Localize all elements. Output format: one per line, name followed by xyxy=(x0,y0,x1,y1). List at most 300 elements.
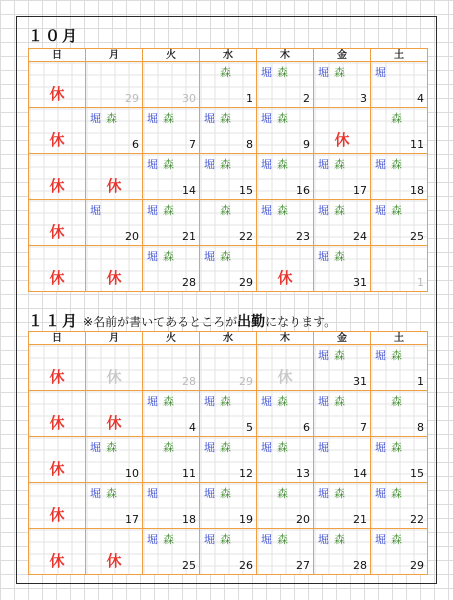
day-number: 28 xyxy=(182,375,196,388)
october-weekday-header-row xyxy=(29,49,428,62)
holiday-mark: 休 xyxy=(49,414,65,432)
staff-hori: 堀 xyxy=(375,349,386,362)
day-cell xyxy=(371,62,428,108)
day-cell-content xyxy=(200,200,256,245)
day-cell xyxy=(86,62,143,108)
day-cell xyxy=(143,200,200,246)
day-cell xyxy=(371,529,428,575)
day-cell-content xyxy=(86,529,142,574)
staff-names xyxy=(147,250,174,264)
weekday-header-4: 木 xyxy=(257,332,314,345)
day-cell xyxy=(29,62,86,108)
day-cell xyxy=(200,437,257,483)
staff-names xyxy=(375,158,402,172)
day-number: 31 xyxy=(353,375,367,388)
november-title xyxy=(28,311,336,331)
day-cell-content xyxy=(29,345,85,390)
staff-mori: 森 xyxy=(277,487,288,500)
staff-mori: 森 xyxy=(334,66,345,79)
day-cell xyxy=(314,154,371,200)
day-cell-content xyxy=(371,529,427,574)
staff-mori: 森 xyxy=(334,250,345,263)
day-cell xyxy=(86,529,143,575)
staff-hori: 堀 xyxy=(147,395,158,408)
day-cell xyxy=(29,154,86,200)
day-cell-content xyxy=(257,154,313,199)
day-cell xyxy=(200,391,257,437)
day-cell-content xyxy=(86,483,142,528)
staff-hori: 堀 xyxy=(204,487,215,500)
weekday-header-6: 土 xyxy=(371,49,428,62)
staff-spacer xyxy=(375,395,386,409)
staff-hori: 堀 xyxy=(261,441,272,454)
october-title xyxy=(28,26,79,46)
day-number: 31 xyxy=(353,276,367,289)
staff-spacer xyxy=(204,204,215,218)
day-number: 29 xyxy=(239,375,253,388)
day-cell xyxy=(257,529,314,575)
day-number: 28 xyxy=(353,559,367,572)
day-cell-content xyxy=(200,529,256,574)
day-cell-content xyxy=(200,108,256,153)
staff-mori: 森 xyxy=(334,395,345,408)
day-cell xyxy=(86,200,143,246)
staff-names xyxy=(204,487,231,501)
day-number: 18 xyxy=(182,513,196,526)
staff-mori: 森 xyxy=(277,112,288,125)
day-number: 27 xyxy=(296,559,310,572)
holiday-mark: 休 xyxy=(106,269,122,287)
staff-mori: 森 xyxy=(277,441,288,454)
day-number: 4 xyxy=(189,421,196,434)
day-cell xyxy=(200,154,257,200)
staff-hori: 堀 xyxy=(318,66,329,79)
day-cell xyxy=(314,246,371,292)
day-cell xyxy=(86,391,143,437)
staff-names xyxy=(318,349,345,363)
day-cell-content xyxy=(314,62,370,107)
staff-hori: 堀 xyxy=(261,112,272,125)
day-cell xyxy=(314,391,371,437)
day-cell xyxy=(86,345,143,391)
day-cell xyxy=(257,154,314,200)
day-number: 18 xyxy=(410,184,424,197)
staff-hori: 堀 xyxy=(318,158,329,171)
day-cell-content xyxy=(314,200,370,245)
note-suffix: になります。 xyxy=(265,315,337,329)
day-cell-content xyxy=(86,108,142,153)
day-number: 29 xyxy=(239,276,253,289)
staff-names xyxy=(147,487,158,501)
day-cell-content xyxy=(371,154,427,199)
week-row xyxy=(29,437,428,483)
day-cell xyxy=(371,246,428,292)
day-cell-content xyxy=(200,391,256,436)
day-cell-content xyxy=(314,345,370,390)
staff-names xyxy=(318,66,345,80)
day-number: 21 xyxy=(182,230,196,243)
day-cell xyxy=(257,246,314,292)
staff-hori: 堀 xyxy=(204,395,215,408)
day-number: 19 xyxy=(239,513,253,526)
day-cell xyxy=(257,200,314,246)
day-cell-content xyxy=(86,246,142,291)
day-cell-content xyxy=(29,437,85,482)
weekday-header-0: 日 xyxy=(29,332,86,345)
day-number: 23 xyxy=(296,230,310,243)
staff-hori: 堀 xyxy=(204,158,215,171)
note-prefix: ※名前が書いてあるところが xyxy=(83,315,238,329)
week-row xyxy=(29,200,428,246)
staff-names xyxy=(204,112,231,126)
weekday-header-0: 日 xyxy=(29,49,86,62)
staff-names xyxy=(318,533,345,547)
staff-hori: 堀 xyxy=(318,204,329,217)
staff-hori: 堀 xyxy=(261,158,272,171)
staff-hori: 堀 xyxy=(147,112,158,125)
staff-names xyxy=(204,66,231,80)
day-cell xyxy=(314,108,371,154)
day-cell-content xyxy=(257,437,313,482)
staff-names xyxy=(147,533,174,547)
day-cell-content xyxy=(143,154,199,199)
staff-mori: 森 xyxy=(163,441,174,454)
day-number: 22 xyxy=(239,230,253,243)
staff-hori: 堀 xyxy=(318,533,329,546)
staff-names xyxy=(261,487,288,501)
staff-names xyxy=(204,441,231,455)
day-cell xyxy=(29,437,86,483)
staff-names xyxy=(147,395,174,409)
holiday-mark: 休 xyxy=(49,506,65,524)
staff-names xyxy=(375,112,402,126)
staff-mori: 森 xyxy=(163,204,174,217)
week-row xyxy=(29,108,428,154)
staff-hori: 堀 xyxy=(147,204,158,217)
staff-hori: 堀 xyxy=(147,250,158,263)
day-number: 17 xyxy=(353,184,367,197)
day-cell-content xyxy=(314,483,370,528)
day-cell-content xyxy=(86,345,142,390)
staff-hori: 堀 xyxy=(318,441,329,454)
day-cell-content xyxy=(371,246,427,291)
staff-mori: 森 xyxy=(220,533,231,546)
day-cell-content xyxy=(371,62,427,107)
staff-mori: 森 xyxy=(391,395,402,408)
day-number: 26 xyxy=(239,559,253,572)
staff-names xyxy=(261,112,288,126)
day-cell xyxy=(143,62,200,108)
day-cell-content xyxy=(314,391,370,436)
day-number: 1 xyxy=(417,276,424,289)
holiday-mark: 休 xyxy=(49,85,65,103)
staff-names xyxy=(375,349,402,363)
day-cell xyxy=(314,345,371,391)
staff-mori: 森 xyxy=(220,112,231,125)
day-cell xyxy=(371,391,428,437)
holiday-mark: 休 xyxy=(106,414,122,432)
day-number: 25 xyxy=(182,559,196,572)
day-cell-content xyxy=(143,246,199,291)
staff-spacer xyxy=(204,66,215,80)
staff-mori: 森 xyxy=(277,204,288,217)
staff-hori: 堀 xyxy=(375,533,386,546)
day-cell-content xyxy=(200,345,256,390)
week-row xyxy=(29,483,428,529)
october-calendar xyxy=(28,48,428,292)
day-cell-content xyxy=(257,345,313,390)
staff-mori: 森 xyxy=(163,158,174,171)
day-cell-content xyxy=(371,108,427,153)
staff-mori: 森 xyxy=(106,487,117,500)
staff-hori: 堀 xyxy=(90,112,101,125)
staff-mori: 森 xyxy=(106,112,117,125)
staff-hori: 堀 xyxy=(318,487,329,500)
day-cell-content xyxy=(200,62,256,107)
holiday-mark: 休 xyxy=(49,269,65,287)
day-cell xyxy=(371,437,428,483)
day-cell xyxy=(257,108,314,154)
november-weekday-header-row xyxy=(29,332,428,345)
weekday-header-5: 金 xyxy=(314,332,371,345)
staff-names xyxy=(261,158,288,172)
staff-names xyxy=(261,395,288,409)
day-cell xyxy=(29,246,86,292)
day-cell-content xyxy=(143,437,199,482)
day-cell-content xyxy=(314,246,370,291)
holiday-mark: 休 xyxy=(106,368,122,386)
day-cell xyxy=(371,483,428,529)
staff-names xyxy=(318,158,345,172)
day-cell-content xyxy=(257,62,313,107)
staff-mori: 森 xyxy=(220,395,231,408)
staff-names xyxy=(375,441,402,455)
day-number: 30 xyxy=(182,92,196,105)
day-cell-content xyxy=(143,62,199,107)
staff-hori: 堀 xyxy=(204,250,215,263)
weekday-header-3: 水 xyxy=(200,49,257,62)
holiday-mark: 休 xyxy=(49,177,65,195)
staff-mori: 森 xyxy=(391,441,402,454)
holiday-mark: 休 xyxy=(49,368,65,386)
day-cell-content xyxy=(29,62,85,107)
day-number: 2 xyxy=(303,92,310,105)
day-cell xyxy=(29,529,86,575)
day-cell-content xyxy=(29,529,85,574)
staff-names xyxy=(147,441,174,455)
staff-mori: 森 xyxy=(106,441,117,454)
weekday-header-6: 土 xyxy=(371,332,428,345)
day-cell xyxy=(143,108,200,154)
staff-mori: 森 xyxy=(163,533,174,546)
day-cell xyxy=(86,246,143,292)
day-number: 29 xyxy=(125,92,139,105)
staff-mori: 森 xyxy=(334,158,345,171)
day-cell-content xyxy=(86,437,142,482)
day-cell xyxy=(200,200,257,246)
staff-names xyxy=(261,533,288,547)
day-number: 20 xyxy=(296,513,310,526)
day-cell-content xyxy=(86,391,142,436)
staff-names xyxy=(147,158,174,172)
day-cell-content xyxy=(314,154,370,199)
staff-names xyxy=(204,533,231,547)
day-cell-content xyxy=(314,108,370,153)
day-cell xyxy=(314,529,371,575)
holiday-mark: 休 xyxy=(277,368,293,386)
day-cell-content xyxy=(257,391,313,436)
day-number: 8 xyxy=(417,421,424,434)
day-number: 24 xyxy=(353,230,367,243)
day-cell-content xyxy=(371,483,427,528)
day-cell-content xyxy=(314,437,370,482)
day-cell xyxy=(143,437,200,483)
day-cell xyxy=(314,483,371,529)
staff-mori: 森 xyxy=(163,112,174,125)
week-row xyxy=(29,391,428,437)
staff-mori: 森 xyxy=(277,533,288,546)
day-cell-content xyxy=(143,391,199,436)
holiday-mark: 休 xyxy=(106,552,122,570)
staff-hori: 堀 xyxy=(375,204,386,217)
week-row xyxy=(29,246,428,292)
staff-mori: 森 xyxy=(334,533,345,546)
day-number: 10 xyxy=(125,467,139,480)
november-calendar xyxy=(28,331,428,575)
staff-mori: 森 xyxy=(220,204,231,217)
staff-names xyxy=(261,441,288,455)
day-number: 12 xyxy=(239,467,253,480)
weekday-header-3: 水 xyxy=(200,332,257,345)
day-number: 21 xyxy=(353,513,367,526)
weekday-header-2: 火 xyxy=(143,332,200,345)
staff-hori: 堀 xyxy=(375,158,386,171)
staff-hori: 堀 xyxy=(204,533,215,546)
day-number: 28 xyxy=(182,276,196,289)
day-cell xyxy=(257,391,314,437)
staff-names xyxy=(261,66,288,80)
staff-mori: 森 xyxy=(220,250,231,263)
week-row xyxy=(29,529,428,575)
staff-mori: 森 xyxy=(391,349,402,362)
november-note xyxy=(83,315,336,329)
day-number: 4 xyxy=(417,92,424,105)
staff-names xyxy=(318,441,329,455)
weekday-header-2: 火 xyxy=(143,49,200,62)
day-cell xyxy=(143,529,200,575)
staff-mori: 森 xyxy=(391,487,402,500)
day-cell-content xyxy=(257,529,313,574)
holiday-mark: 休 xyxy=(49,460,65,478)
day-cell xyxy=(29,108,86,154)
staff-hori: 堀 xyxy=(147,158,158,171)
day-cell-content xyxy=(371,391,427,436)
staff-hori: 堀 xyxy=(147,533,158,546)
staff-hori: 堀 xyxy=(204,112,215,125)
staff-mori: 森 xyxy=(334,204,345,217)
staff-names xyxy=(318,250,345,264)
staff-names xyxy=(204,204,231,218)
day-cell-content xyxy=(29,200,85,245)
staff-hori: 堀 xyxy=(261,204,272,217)
day-number: 11 xyxy=(182,467,196,480)
staff-mori: 森 xyxy=(220,487,231,500)
day-cell-content xyxy=(257,200,313,245)
day-number: 20 xyxy=(125,230,139,243)
staff-hori: 堀 xyxy=(318,250,329,263)
day-cell-content xyxy=(143,345,199,390)
day-cell xyxy=(143,154,200,200)
day-cell-content xyxy=(200,246,256,291)
week-row xyxy=(29,345,428,391)
staff-hori: 堀 xyxy=(261,66,272,79)
staff-hori: 堀 xyxy=(147,487,158,500)
holiday-mark: 休 xyxy=(49,223,65,241)
day-cell xyxy=(200,529,257,575)
staff-mori: 森 xyxy=(334,349,345,362)
day-cell xyxy=(86,108,143,154)
staff-hori: 堀 xyxy=(375,487,386,500)
day-cell xyxy=(29,483,86,529)
staff-names xyxy=(90,441,117,455)
day-number: 14 xyxy=(353,467,367,480)
staff-names xyxy=(90,487,117,501)
staff-names xyxy=(375,204,402,218)
day-cell xyxy=(314,437,371,483)
staff-names xyxy=(147,204,174,218)
day-cell xyxy=(29,200,86,246)
day-number: 17 xyxy=(125,513,139,526)
day-cell xyxy=(143,483,200,529)
day-cell xyxy=(257,345,314,391)
day-cell xyxy=(257,483,314,529)
day-cell xyxy=(371,200,428,246)
day-cell xyxy=(143,391,200,437)
staff-mori: 森 xyxy=(220,441,231,454)
day-cell-content xyxy=(143,483,199,528)
weekday-header-1: 月 xyxy=(86,332,143,345)
day-number: 29 xyxy=(410,559,424,572)
staff-names xyxy=(147,112,174,126)
staff-names xyxy=(90,204,101,218)
day-cell-content xyxy=(29,246,85,291)
day-number: 11 xyxy=(410,138,424,151)
staff-hori: 堀 xyxy=(90,204,101,217)
holiday-mark: 休 xyxy=(106,177,122,195)
staff-mori: 森 xyxy=(220,158,231,171)
staff-hori: 堀 xyxy=(318,395,329,408)
staff-names xyxy=(375,487,402,501)
day-cell-content xyxy=(371,345,427,390)
staff-mori: 森 xyxy=(391,533,402,546)
day-cell-content xyxy=(86,154,142,199)
staff-hori: 堀 xyxy=(204,441,215,454)
day-cell xyxy=(29,345,86,391)
staff-mori: 森 xyxy=(277,66,288,79)
day-cell xyxy=(371,345,428,391)
day-cell-content xyxy=(143,108,199,153)
holiday-mark: 休 xyxy=(49,131,65,149)
week-row xyxy=(29,62,428,108)
staff-hori: 堀 xyxy=(261,395,272,408)
day-cell-content xyxy=(86,62,142,107)
staff-hori: 堀 xyxy=(90,441,101,454)
note-bold-shukkin: 出勤 xyxy=(237,314,266,330)
day-cell xyxy=(200,62,257,108)
holiday-mark: 休 xyxy=(49,552,65,570)
day-number: 6 xyxy=(132,138,139,151)
day-cell xyxy=(143,246,200,292)
